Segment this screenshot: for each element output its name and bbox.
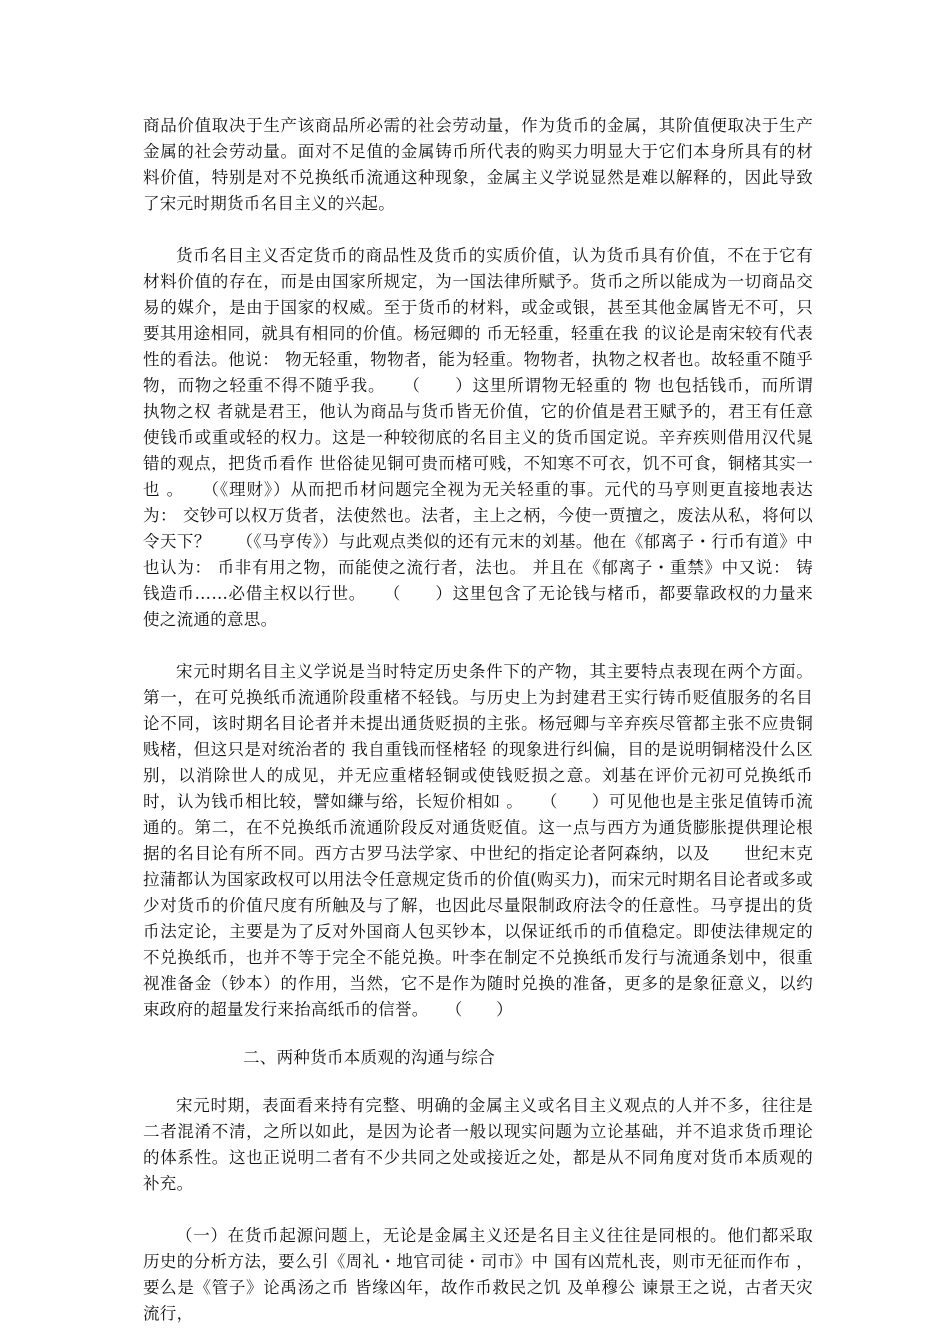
paragraph-metallism-conclusion: 商品价值取决于生产该商品所必需的社会劳动量，作为货币的金属，其阶值便取决于生产金属的社会劳动量。面对不足值的金属铸币所代表的购买力明显大于它们本身所具有的材料价值，特别是对不兑换纸币流通这种现象，金属主义学说显然是难以解释的，因此导致了宋元时期货币名目主义的兴起。 — [143, 116, 813, 213]
document-page — [143, 113, 813, 1327]
paragraph-origin-of-money: （一）在货币起源问题上，无论是金属主义还是名目主义往往是同根的。他们都采取历史的分析方法，要么引《周礼・地官司徒・司市》中 国有凶荒札丧，则市无征而作布 ，要么是《管子》论禹汤之币 皆缘凶年，故作币救民之饥 及单穆公 谏景王之说，古者天灾流行， — [143, 1226, 813, 1323]
paragraph-nominalism-definition: 货币名目主义否定货币的商品性及货币的实质价值，认为货币具有价值，不在于它有材料价值的存在，而是由国家所规定，为一国法律所赋予。货币之所以能成为一切商品交易的媒介，是由于国家的权威。至于货币的材料，或金或银，甚至其他金属皆无不可，只要其用途相同，就具有相同的价值。杨冠卿的 币无轻重，轻重在我 的议论是南宋较有代表性的看法。他说： 物无轻重，物物者，能为轻重。物物者，执物之权者也。故轻重不随乎物，而物之轻重不得不随乎我。 （ ）这里所谓物无轻重的 物 也包括钱币，而所谓 执物之权 者就是君王，他认为商品与货币皆无价值，它的价值是君王赋予的，君王有任意使钱币或重或轻的权力。这是一种较彻底的名目主义的货币国定说。辛弃疾则借用汉代晁错的观点，把货币看作 世俗徒见铜可贵而楮可贱，不知寒不可衣，饥不可食，铜楮其实一也 。 （《理财》）从而把币材问题完全视为无关轻重的事。元代的马亨则更直接地表达为： 交钞可以权万货者，法使然也。法者，主上之柄，今使一贾擅之，废法从私，将何以令天下？ （《马亨传》）与此观点类似的还有元末的刘基。他在《郁离子・行币有道》中也认为： 币非有用之物，而能使之流行者，法也。 并且在《郁离子・重禁》中又说： 铸钱造币……必借主权以行世。 （ ）这里包含了无论钱与楮币，都要靠政权的力量来使之流通的意思。 — [143, 246, 813, 629]
paragraph-nominalism-features: 宋元时期名目主义学说是当时特定历史条件下的产物，其主要特点表现在两个方面。第一，在可兑换纸币流通阶段重楮不轻钱。与历史上为封建君王实行铸币贬值服务的名目论不同，该时期名目论者并未提出通货贬损的主张。杨冠卿与辛弃疾尽管都主张不应贵铜贱楮，但这只是对统治者的 我自重钱而怪楮轻 的现象进行纠偏，目的是说明铜楮没什么区别，以消除世人的成见，并无应重楮轻铜或使钱贬损之意。刘基在评价元初可兑换纸币时，认为钱币相比较，譬如縑与绤，长短价相如 。 （ ）可见他也是主张足值铸币流通的。第二，在不兑换纸币流通阶段反对通货贬值。这一点与西方为通货膨胀提供理论根据的名目论有所不同。西方古罗马法学家、中世纪的指定论者阿森纳，以及 世纪末克拉蒲都认为国家政权可以用法令任意规定货币的价值(购买力)，而宋元时期名目论者或多或少对货币的价值尺度有所触及与了解，也因此尽量限制政府法令的任意性。马亨提出的货币法定论，主要是为了反对外国商人包买钞本，以保证纸币的币值稳定。即使法律规定的不兑换纸币，也并不等于完全不能兑换。叶李在制定不兑换纸币发行与流通条划中，很重视准备金（钞本）的作用，当然，它不是作为随时兑换的准备，更多的是象征意义，以约束政府的超量发行来抬高纸币的信誉。 （ ） — [143, 662, 813, 1019]
section-heading: 二、两种货币本质观的沟通与综合 — [243, 1048, 495, 1067]
paragraph-synthesis-intro: 宋元时期，表面看来持有完整、明确的金属主义或名目主义观点的人并不多，往往是二者混淆不清，之所以如此，是因为论者一般以现实问题为立论基础，并不追求货币理论的体系性。这也正说明二者有不少共同之处或接近之处，都是从不同角度对货币本质观的补充。 — [143, 1096, 813, 1193]
